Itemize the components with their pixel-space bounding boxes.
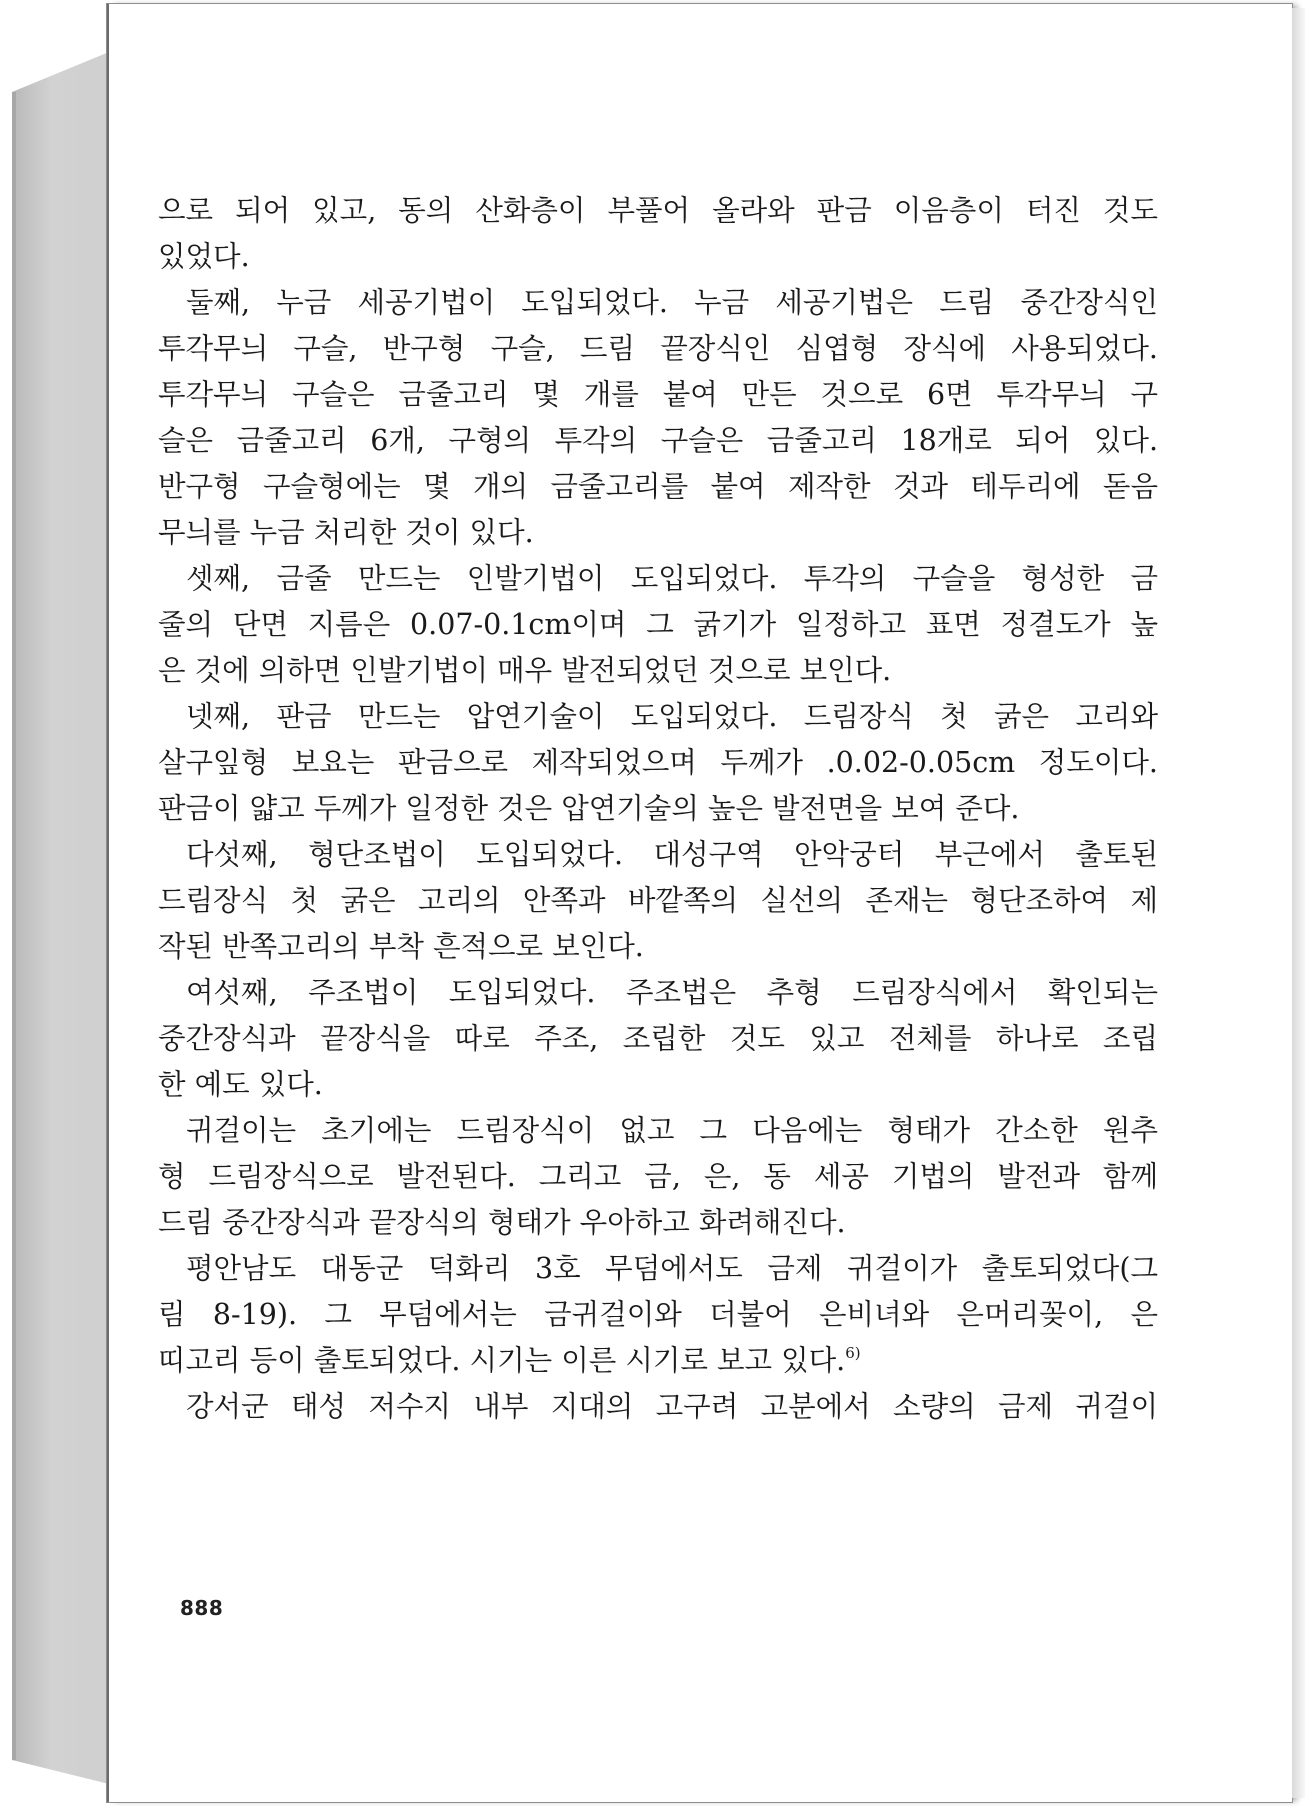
text-line (158, 188, 1158, 234)
text-line (158, 418, 1158, 464)
page-number: 888 (180, 1596, 224, 1620)
text-line-content: 띠고리 등이 출토되었다. 시기는 이른 시기로 보고 있다. (158, 1344, 846, 1377)
text-line (158, 832, 1158, 878)
text-line-content: 드림 중간장식과 끝장식의 형태가 우아하고 화려해진다. (158, 1206, 846, 1239)
text-line-content: 드림장식 첫 굵은 고리의 안쪽과 바깥쪽의 실선의 존재는 형단조하여 제 (158, 884, 1158, 917)
spine-edge (12, 92, 16, 1760)
text-line-content: 평안남도 대동군 덕화리 3호 무덤에서도 금제 귀걸이가 출토되었다(그 (186, 1252, 1158, 1285)
text-line (158, 970, 1158, 1016)
text-line (158, 326, 1158, 372)
text-line-content: 귀걸이는 초기에는 드림장식이 없고 그 다음에는 형태가 간소한 원추 (186, 1114, 1158, 1147)
text-line-content: 강서군 태성 저수지 내부 지대의 고구려 고분에서 소량의 금제 귀걸이 (186, 1390, 1158, 1423)
text-line (158, 234, 1158, 280)
text-line (158, 1016, 1158, 1062)
text-line (158, 878, 1158, 924)
text-line-content: 판금이 얇고 두께가 일정한 것은 압연기술의 높은 발전면을 보여 준다. (158, 792, 1020, 825)
text-line-content: 으로 되어 있고, 동의 산화층이 부풀어 올라와 판금 이음층이 터진 것도 (158, 194, 1158, 227)
text-line-content: 반구형 구슬형에는 몇 개의 금줄고리를 붙여 제작한 것과 테두리에 돋음 (158, 470, 1158, 503)
text-line (158, 372, 1158, 418)
text-line-content: 넷째, 판금 만드는 압연기술이 도입되었다. 드림장식 첫 굵은 고리와 (186, 700, 1158, 733)
text-line (158, 1384, 1158, 1430)
text-line (158, 556, 1158, 602)
text-line (158, 602, 1158, 648)
text-line (158, 1154, 1158, 1200)
body-text (158, 188, 1158, 1430)
text-line (158, 1292, 1158, 1338)
book-spine (12, 52, 109, 1784)
text-line (158, 280, 1158, 326)
text-line (158, 1200, 1158, 1246)
text-line (158, 694, 1158, 740)
text-line-content: 한 예도 있다. (158, 1068, 323, 1101)
text-line-content: 다섯째, 형단조법이 도입되었다. 대성구역 안악궁터 부근에서 출토된 (186, 838, 1158, 871)
text-line-content: 투각무늬 구슬은 금줄고리 몇 개를 붙여 만든 것으로 6면 투각무늬 구 (158, 378, 1158, 411)
footnote-marker: 6) (845, 1344, 861, 1362)
text-line (158, 1108, 1158, 1154)
text-line-content: 형 드림장식으로 발전된다. 그리고 금, 은, 동 세공 기법의 발전과 함께 (158, 1160, 1158, 1193)
text-line (158, 786, 1158, 832)
text-line-content: 있었다. (158, 240, 250, 273)
text-line-content: 투각무늬 구슬, 반구형 구슬, 드림 끝장식인 심엽형 장식에 사용되었다. (158, 332, 1158, 365)
text-line (158, 510, 1158, 556)
text-line-content: 림 8-19). 그 무덤에서는 금귀걸이와 더불어 은비녀와 은머리꽂이, 은 (158, 1298, 1158, 1331)
text-line (158, 1246, 1158, 1292)
text-line-content: 셋째, 금줄 만드는 인발기법이 도입되었다. 투각의 구슬을 형성한 금 (186, 562, 1158, 595)
text-line-content: 은 것에 의하면 인발기법이 매우 발전되었던 것으로 보인다. (158, 654, 892, 687)
text-line-content: 중간장식과 끝장식을 따로 주조, 조립한 것도 있고 전체를 하나로 조립 (158, 1022, 1158, 1055)
text-line-content: 슬은 금줄고리 6개, 구형의 투각의 구슬은 금줄고리 18개로 되어 있다. (158, 424, 1158, 457)
text-line (158, 1062, 1158, 1108)
text-line-content: 작된 반쪽고리의 부착 흔적으로 보인다. (158, 930, 644, 963)
text-line-content: 무늬를 누금 처리한 것이 있다. (158, 516, 534, 549)
text-line (158, 924, 1158, 970)
text-line-content: 살구잎형 보요는 판금으로 제작되었으며 두께가 .0.02-0.05cm 정도이다. (158, 746, 1158, 779)
text-line-content: 여섯째, 주조법이 도입되었다. 주조법은 추형 드림장식에서 확인되는 (186, 976, 1158, 1009)
text-line-content: 둘째, 누금 세공기법이 도입되었다. 누금 세공기법은 드림 중간장식인 (186, 286, 1158, 319)
text-line (158, 740, 1158, 786)
text-line (158, 1338, 1158, 1384)
text-line-content: 줄의 단면 지름은 0.07-0.1cm이며 그 굵기가 일정하고 표면 정결도가 높 (158, 608, 1158, 641)
text-line (158, 648, 1158, 694)
page-edge (1292, 8, 1305, 1798)
text-line (158, 464, 1158, 510)
